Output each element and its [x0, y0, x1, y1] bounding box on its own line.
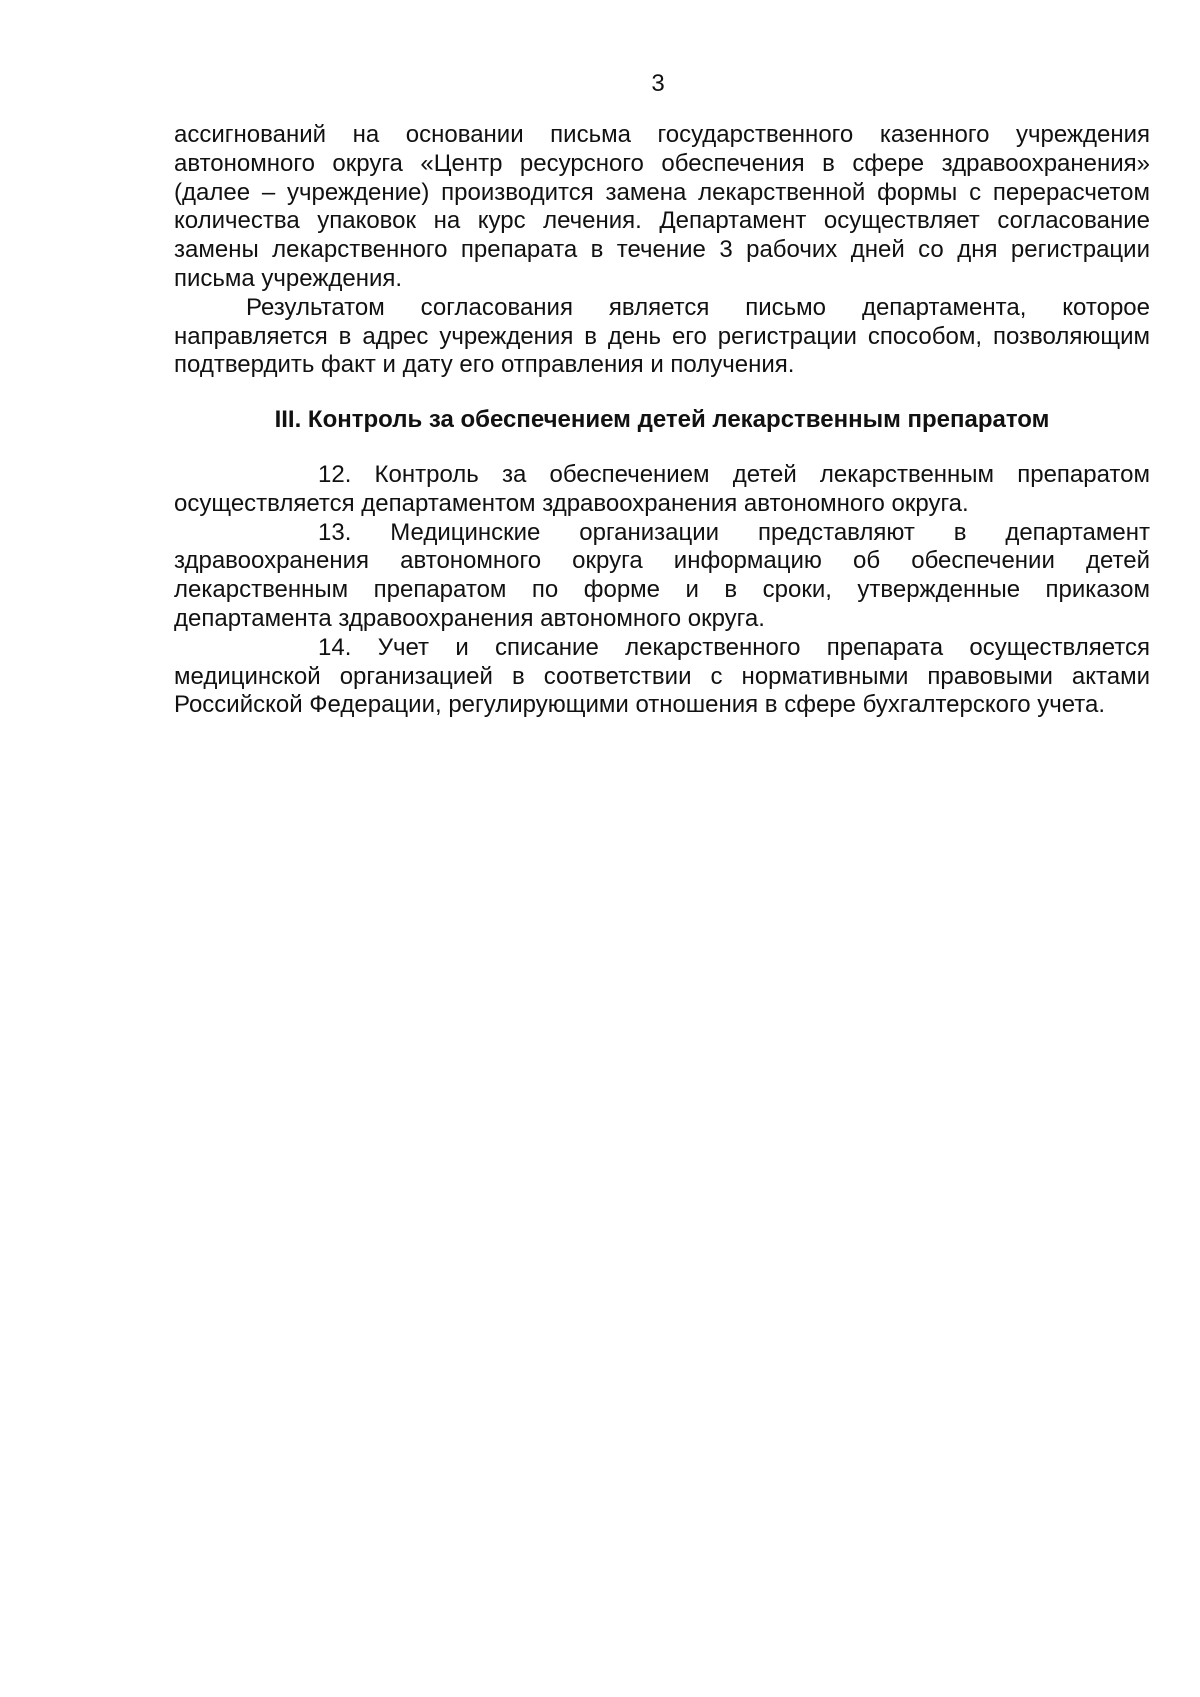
item-number: 12. — [318, 460, 352, 488]
item-number: 13. — [318, 518, 352, 546]
item-text: Медицинские организации представляют в департамент здравоохранения автономного округа информацию об обеспечении детей лекарственным препаратом по форме и в сроки, утвержденные приказом департамента здравоохранения автономного округа. — [174, 518, 1150, 632]
paragraph-approval-result: Результатом согласования является письмо департамента, которое направляется в адрес учреждения в день его регистрации способом, позволяющим подтвердить факт и дату его отправления и получения. — [174, 293, 1150, 379]
item-text: Контроль за обеспечением детей лекарственным препаратом осуществляется департаментом здравоохранения автономного округа. — [174, 460, 1150, 517]
document-body — [174, 121, 1150, 720]
item-text: Учет и списание лекарственного препарата осуществляется медицинской организацией в соответствии с нормативными правовыми актами Российской Федерации, регулирующими отношения в сфере бухгалтерского учета. — [174, 633, 1150, 719]
page-number: 3 — [651, 70, 665, 97]
item-number: 14. — [318, 633, 352, 661]
numbered-item-12 — [174, 461, 1150, 519]
numbered-item-14 — [174, 634, 1150, 720]
paragraph-continuation: ассигнований на основании письма государственного казенного учреждения автономного округа «Центр ресурсного обеспечения в сфере здравоохранения» (далее – учреждение) производится замена лекарственной формы с перерасчетом количества упаковок на курс лечения. Департамент осуществляет согласование замены лекарственного препарата в течение 3 рабочих дней со дня регистрации письма учреждения. — [174, 121, 1150, 292]
numbered-item-13 — [174, 519, 1150, 634]
section-title: III. Контроль за обеспечением детей лекарственным препаратом — [274, 406, 1050, 434]
